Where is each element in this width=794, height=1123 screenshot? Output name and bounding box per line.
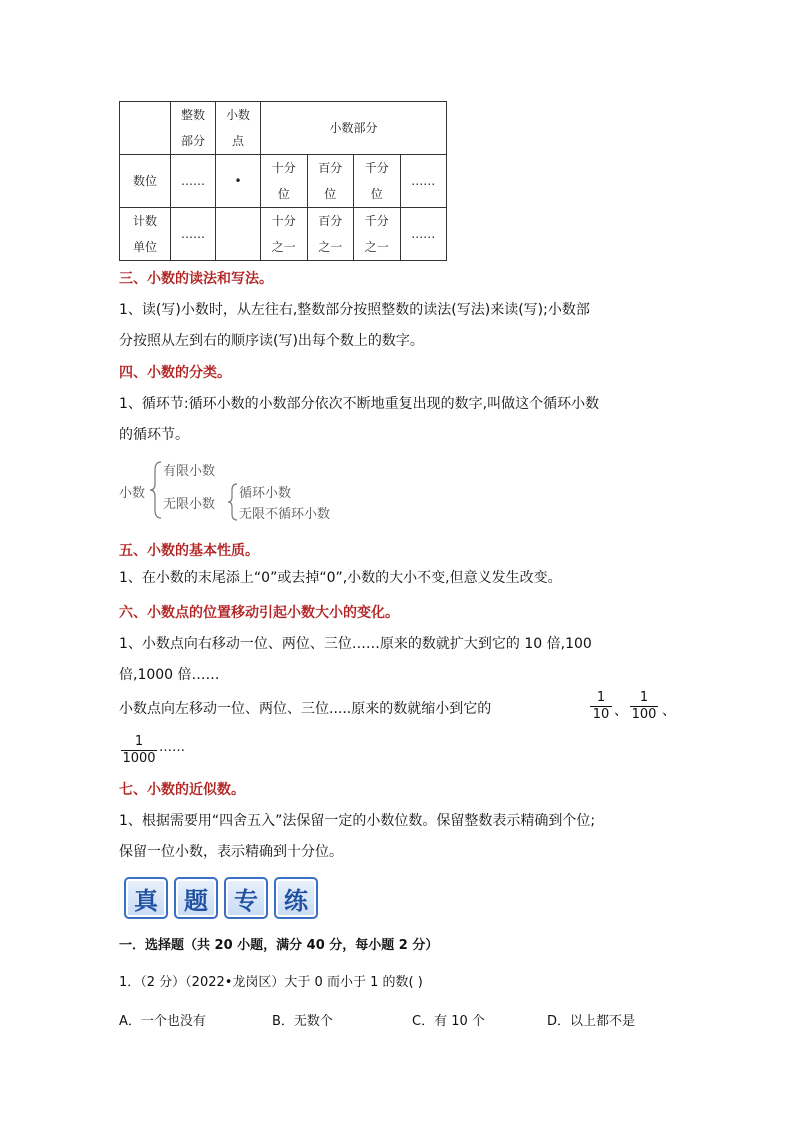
section-6-body [119, 629, 679, 691]
table-cell: …… [171, 155, 216, 208]
table-cell: 小数 点 [216, 102, 261, 155]
section-heading-5: 五、小数的基本性质。 [119, 543, 259, 559]
decimal-classification-diagram [119, 458, 379, 522]
text-line: 保留一位小数，表示精确到十分位。 [119, 844, 343, 860]
section-4-body [119, 389, 679, 451]
option-b[interactable]: B．无数个 [272, 1014, 333, 1029]
section-5-body [119, 563, 679, 594]
table-cell: …… [400, 155, 447, 208]
table-cell: …… [400, 208, 447, 261]
table-cell [120, 102, 171, 155]
section-heading-3: 三、小数的读法和写法。 [119, 271, 273, 287]
table-cell: 百分 位 [307, 155, 354, 208]
badge-tile: 题 [174, 877, 218, 919]
diagram-repeating-label: 循环小数 [239, 486, 292, 501]
text-line: 小数点向左移动一位、两位、三位.....原来的数就缩小到它的 [119, 701, 492, 717]
table-cell: 小数部分 [261, 102, 447, 155]
text-line: 分按照从左到右的顺序读(写)出每个数上的数字。 [119, 333, 424, 349]
section-heading-6: 六、小数点的位置移动引起小数大小的变化。 [119, 605, 399, 621]
ellipsis: …… [159, 740, 185, 755]
section-heading-4: 四、小数的分类。 [119, 365, 231, 381]
practice-badge [124, 877, 318, 919]
fraction-one-hundredth: 1 100 [631, 690, 657, 722]
table-row [120, 208, 447, 261]
table-cell: …… [171, 208, 216, 261]
table-cell: 十分 之一 [261, 208, 308, 261]
text-line: 1、读(写)小数时，从左往右,整数部分按照整数的读法(写法)来读(写);小数部 [119, 302, 590, 318]
table-row [120, 102, 447, 155]
text-line: 1、循环节:循环小数的小数部分依次不断地重复出现的数字,叫做这个循环小数 [119, 396, 600, 412]
table-cell: 整数 部分 [171, 102, 216, 155]
separator: 、 [662, 703, 676, 719]
fraction-one-tenth: 1 10 [590, 690, 612, 723]
table-cell: 十分 位 [261, 155, 308, 208]
text-line: 1、小数点向右移动一位、两位、三位……原来的数就扩大到它的 10 倍,100 [119, 636, 592, 652]
table-cell: • [216, 155, 261, 208]
badge-tile: 真 [124, 877, 168, 919]
badge-tile: 练 [274, 877, 318, 919]
text-line: 1、根据需要用“四舍五入”法保留一定的小数位数。保留整数表示精确到个位; [119, 813, 596, 829]
diagram-root-label: 小数 [119, 486, 146, 501]
brace-icon [227, 482, 239, 522]
brace-icon [149, 460, 163, 520]
text-line: 的循环节。 [119, 427, 189, 443]
option-a[interactable]: A．一个也没有 [119, 1014, 206, 1029]
table-cell: 百分 之一 [307, 208, 354, 261]
question-1: 1．（2 分）（2022•龙岗区）大于 0 而小于 1 的数( ) [119, 975, 423, 990]
place-value-table [119, 101, 447, 261]
diagram-finite-label: 有限小数 [163, 464, 216, 479]
badge-tile: 专 [224, 877, 268, 919]
text-line: 1、在小数的末尾添上“0”或去掉“0”,小数的大小不变,但意义发生改变。 [119, 570, 562, 586]
table-cell: 计数 单位 [120, 208, 171, 261]
section-7-body [119, 806, 679, 868]
separator: 、 [614, 703, 628, 719]
section-3-body [119, 295, 679, 357]
section-heading-7: 七、小数的近似数。 [119, 782, 245, 798]
text-line: 倍,1000 倍…… [119, 667, 220, 683]
fraction-one-thousandth: 1 1000 [122, 734, 156, 766]
table-cell: 千分 之一 [354, 208, 401, 261]
option-c[interactable]: C．有 10 个 [412, 1014, 485, 1029]
diagram-infinite-label: 无限小数 [163, 497, 216, 512]
table-cell [216, 208, 261, 261]
table-cell: 数位 [120, 155, 171, 208]
diagram-non-repeating-label: 无限不循环小数 [239, 507, 331, 522]
table-cell: 千分 位 [354, 155, 401, 208]
option-d[interactable]: D．以上都不是 [547, 1014, 636, 1029]
quiz-section-title: 一．选择题（共 20 小题，满分 40 分，每小题 2 分） [119, 938, 439, 953]
table-row [120, 155, 447, 208]
